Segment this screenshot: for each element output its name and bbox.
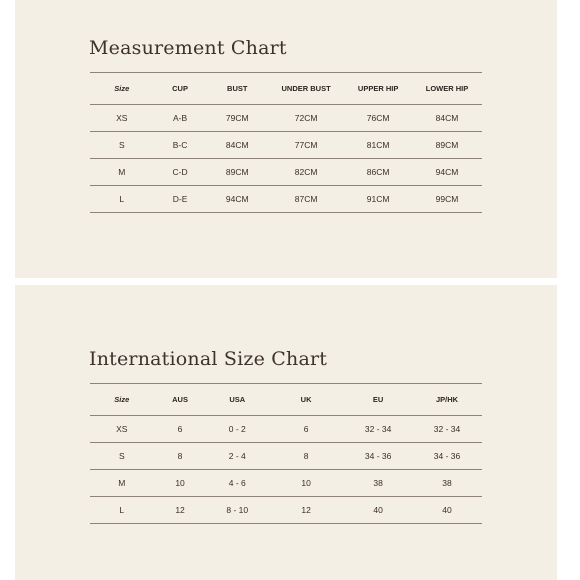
cell-size: L xyxy=(119,194,125,204)
cell-under-bust: 82CM xyxy=(294,167,318,177)
header-upper-hip: UPPER HIP xyxy=(357,84,399,93)
cell-usa: 4 - 6 xyxy=(228,478,246,488)
cell-usa: 8 - 10 xyxy=(226,505,249,515)
international-chart-table xyxy=(90,383,482,524)
table-row xyxy=(90,159,482,186)
cell-size: XS xyxy=(116,424,128,434)
measurement-chart-panel xyxy=(15,0,557,278)
cell-eu: 38 xyxy=(373,478,383,488)
cell-bust: 94CM xyxy=(225,194,249,204)
cell-jp-hk: 34 - 36 xyxy=(433,451,461,461)
cell-size: L xyxy=(119,505,125,515)
cell-upper-hip: 86CM xyxy=(366,167,390,177)
header-size: Size xyxy=(114,84,130,93)
table-header-row xyxy=(90,384,482,416)
cell-upper-hip: 91CM xyxy=(366,194,390,204)
cell-eu: 40 xyxy=(373,505,383,515)
header-lower-hip: LOWER HIP xyxy=(425,84,469,93)
header-uk: UK xyxy=(300,395,312,404)
header-cup: CUP xyxy=(172,84,188,93)
table-row xyxy=(90,105,482,132)
cell-cup: C-D xyxy=(172,167,188,177)
cell-uk: 8 xyxy=(303,451,309,461)
table-row xyxy=(90,416,482,443)
cell-aus: 12 xyxy=(175,505,185,515)
cell-lower-hip: 99CM xyxy=(435,194,459,204)
cell-lower-hip: 94CM xyxy=(435,167,459,177)
cell-uk: 6 xyxy=(303,424,309,434)
header-aus: AUS xyxy=(172,395,188,404)
cell-aus: 6 xyxy=(177,424,183,434)
cell-size: M xyxy=(118,167,126,177)
cell-eu: 34 - 36 xyxy=(364,451,392,461)
cell-aus: 10 xyxy=(175,478,185,488)
measurement-chart-table xyxy=(90,72,482,213)
table-row xyxy=(90,497,482,524)
cell-uk: 12 xyxy=(301,505,311,515)
cell-size: XS xyxy=(116,113,128,123)
cell-usa: 2 - 4 xyxy=(228,451,246,461)
cell-aus: 8 xyxy=(177,451,183,461)
cell-cup: A-B xyxy=(172,113,188,123)
header-jp-hk: JP/HK xyxy=(435,395,459,404)
cell-size: S xyxy=(118,140,125,150)
measurement-chart-title: Measurement Chart xyxy=(89,37,287,59)
header-eu: EU xyxy=(372,395,384,404)
cell-upper-hip: 81CM xyxy=(366,140,390,150)
cell-under-bust: 72CM xyxy=(294,113,318,123)
cell-bust: 84CM xyxy=(225,140,249,150)
cell-eu: 32 - 34 xyxy=(364,424,392,434)
international-chart-title: International Size Chart xyxy=(89,348,328,370)
cell-under-bust: 77CM xyxy=(294,140,318,150)
cell-jp-hk: 40 xyxy=(442,505,452,515)
table-row xyxy=(90,132,482,159)
cell-under-bust: 87CM xyxy=(294,194,318,204)
international-chart-panel xyxy=(15,285,557,580)
table-row xyxy=(90,470,482,497)
cell-cup: B-C xyxy=(172,140,188,150)
table-header-row xyxy=(90,73,482,105)
header-usa: USA xyxy=(229,395,246,404)
header-under-bust: UNDER BUST xyxy=(281,84,331,93)
cell-size: S xyxy=(118,451,125,461)
cell-upper-hip: 76CM xyxy=(366,113,390,123)
cell-cup: D-E xyxy=(172,194,188,204)
table-row xyxy=(90,443,482,470)
cell-size: M xyxy=(118,478,126,488)
cell-lower-hip: 84CM xyxy=(435,113,459,123)
cell-jp-hk: 38 xyxy=(442,478,452,488)
cell-usa: 0 - 2 xyxy=(228,424,246,434)
cell-uk: 10 xyxy=(301,478,311,488)
table-row xyxy=(90,186,482,213)
header-bust: BUST xyxy=(227,84,248,93)
cell-bust: 89CM xyxy=(225,167,249,177)
cell-bust: 79CM xyxy=(225,113,249,123)
cell-lower-hip: 89CM xyxy=(435,140,459,150)
cell-jp-hk: 32 - 34 xyxy=(433,424,461,434)
header-size: Size xyxy=(114,395,130,404)
